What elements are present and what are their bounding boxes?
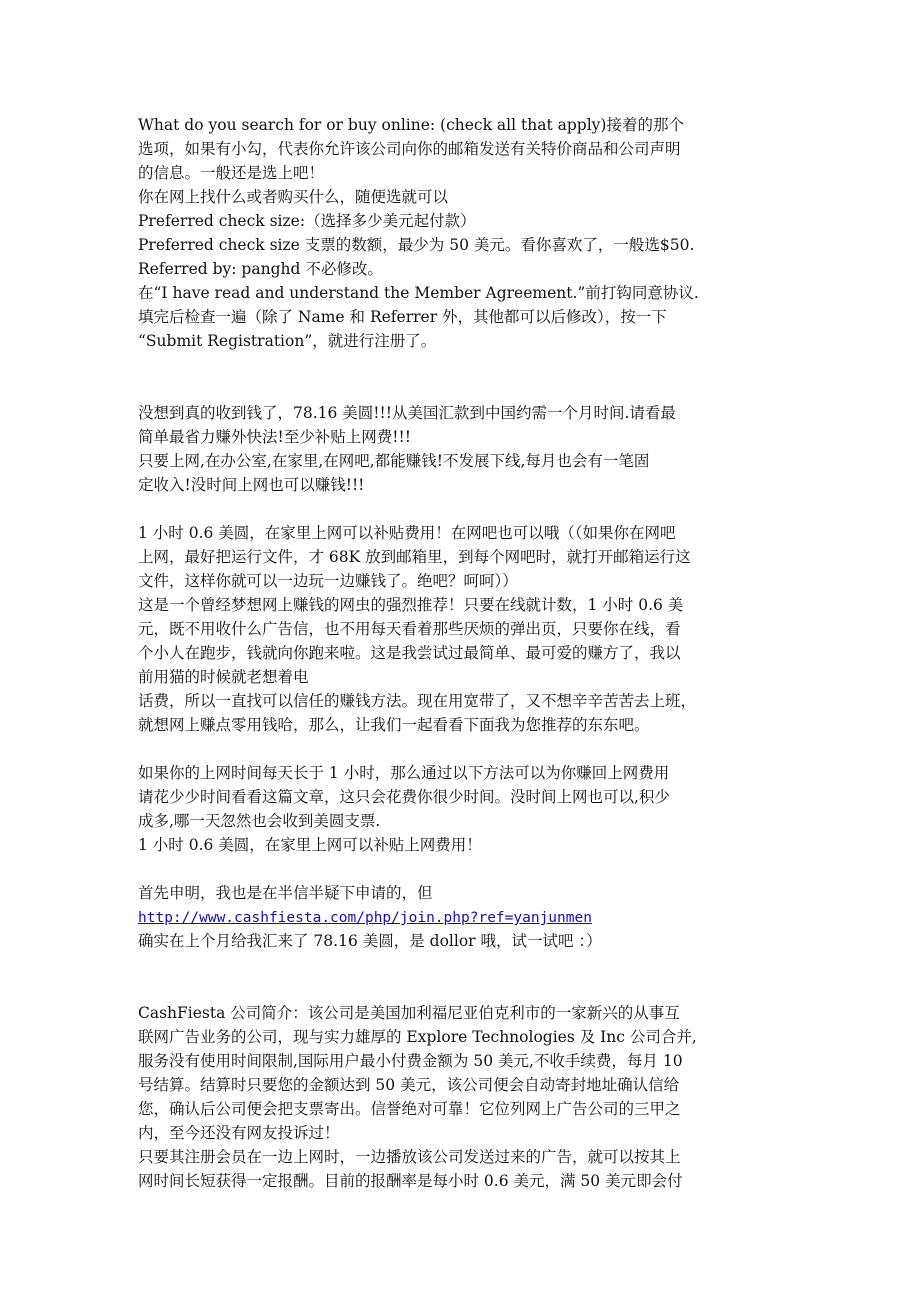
paragraph-line: 你在网上找什么或者购买什么，随便选就可以 <box>138 188 449 206</box>
blank-line <box>138 977 798 1001</box>
paragraph-line: 前用猫的时候就老想着电 <box>138 668 309 686</box>
section-payment-received <box>138 401 798 497</box>
blank-line <box>138 953 798 977</box>
document-page <box>138 113 798 1193</box>
paragraph-line: 选项，如果有小勾，代表你允许该公司向你的邮箱发送有关特价商品和公司声明 <box>138 140 681 158</box>
blank-line <box>138 857 798 881</box>
paragraph-line: What do you search for or buy online: (check all that apply)接着的那个 <box>138 116 684 134</box>
paragraph-line: 首先申明，我也是在半信半疑下申请的，但 <box>138 884 433 902</box>
paragraph-line: 填完后检查一遍（除了 Name 和 Referrer 外，其他都可以后修改），按一下 <box>138 308 667 326</box>
paragraph-line: 1 小时 0.6 美圆，在家里上网可以补贴费用！在网吧也可以哦（（如果你在网吧 <box>138 524 676 542</box>
paragraph-line: 内，至今还没有网友投诉过！ <box>138 1124 340 1142</box>
paragraph-line: 话费，所以一直找可以信任的赚钱方法。现在用宽带了，又不想辛辛苦苦去上班， <box>138 692 697 710</box>
section-signup-link <box>138 881 798 953</box>
section-company-intro <box>138 1001 798 1193</box>
paragraph-line: 服务没有使用时间限制,国际用户最小付费金额为 50 美元,不收手续费，每月 10 <box>138 1052 683 1070</box>
section-registration-guide <box>138 113 798 353</box>
paragraph-line: 确实在上个月给我汇来了 78.16 美圆，是 dollor 哦，试一试吧 ：） <box>138 932 602 950</box>
paragraph-line: 简单最省力赚外快法!至少补贴上网费!!! <box>138 428 411 446</box>
section-recommendation <box>138 521 798 737</box>
paragraph-line: 就想网上赚点零用钱哈，那么，让我们一起看看下面我为您推荐的东东吧。 <box>138 716 650 734</box>
paragraph-line: 只要上网,在办公室,在家里,在网吧,都能赚钱!不发展下线,每月也会有一笔固 <box>138 452 650 470</box>
paragraph-line: 如果你的上网时间每天长于 1 小时，那么通过以下方法可以为你赚回上网费用 <box>138 764 670 782</box>
signup-link[interactable]: http://www.cashfiesta.com/php/join.php?ref=yanjunmen <box>138 910 592 926</box>
paragraph-line: Referred by: panghd 不必修改。 <box>138 260 383 278</box>
blank-line <box>138 737 798 761</box>
blank-line <box>138 353 798 377</box>
paragraph-line: 上网，最好把运行文件，才 68K 放到邮箱里，到每个网吧时，就打开邮箱运行这 <box>138 548 691 566</box>
paragraph-line: 文件，这样你就可以一边玩一边赚钱了。绝吧？呵呵）） <box>138 572 518 590</box>
blank-line <box>138 377 798 401</box>
paragraph-line: 没想到真的收到钱了，78.16 美圆!!!从美国汇款到中国约需一个月时间.请看最 <box>138 404 676 422</box>
paragraph-line: 请花少少时间看看这篇文章，这只会花费你很少时间。没时间上网也可以,积少 <box>138 788 670 806</box>
paragraph-line: 号结算。结算时只要您的金额达到 50 美元，该公司便会自动寄封地址确认信给 <box>138 1076 680 1094</box>
paragraph-line: 联网广告业务的公司，现与实力雄厚的 Explore Technologies 及 Inc 公司合并, <box>138 1028 697 1046</box>
paragraph-line: 元，既不用收什么广告信，也不用每天看着那些厌烦的弹出页，只要你在线，看 <box>138 620 681 638</box>
paragraph-line: 1 小时 0.6 美圆，在家里上网可以补贴上网费用！ <box>138 836 482 854</box>
link-line <box>138 905 798 929</box>
paragraph-line: 您，确认后公司便会把支票寄出。信誉绝对可靠！它位列网上广告公司的三甲之 <box>138 1100 681 1118</box>
paragraph-line: 个小人在跑步，钱就向你跑来啦。这是我尝试过最简单、最可爱的赚方了，我以 <box>138 644 681 662</box>
paragraph-line: 的信息。一般还是选上吧！ <box>138 164 325 182</box>
blank-line <box>138 497 798 521</box>
paragraph-line: 这是一个曾经梦想网上赚钱的网虫的强烈推荐！只要在线就计数，1 小时 0.6 美 <box>138 596 684 614</box>
paragraph-line: CashFiesta 公司简介：该公司是美国加利福尼亚伯克利市的一家新兴的从事互 <box>138 1004 680 1022</box>
paragraph-line: 定收入!没时间上网也可以赚钱!!! <box>138 476 365 494</box>
paragraph-line: 成多,哪一天忽然也会收到美圆支票. <box>138 812 381 830</box>
paragraph-line: 在“I have read and understand the Member Agreement.”前打钩同意协议. <box>138 284 699 302</box>
section-online-time <box>138 761 798 857</box>
paragraph-line: “Submit Registration”，就进行注册了。 <box>138 332 437 350</box>
paragraph-line: Preferred check size:（选择多少美元起付款） <box>138 212 476 230</box>
paragraph-line: 网时间长短获得一定报酬。目前的报酬率是每小时 0.6 美元，满 50 美元即会付 <box>138 1172 683 1190</box>
paragraph-line: Preferred check size 支票的数额，最少为 50 美元。看你喜欢了，一般选$50. <box>138 236 695 254</box>
paragraph-line: 只要其注册会员在一边上网时，一边播放该公司发送过来的广告，就可以按其上 <box>138 1148 681 1166</box>
